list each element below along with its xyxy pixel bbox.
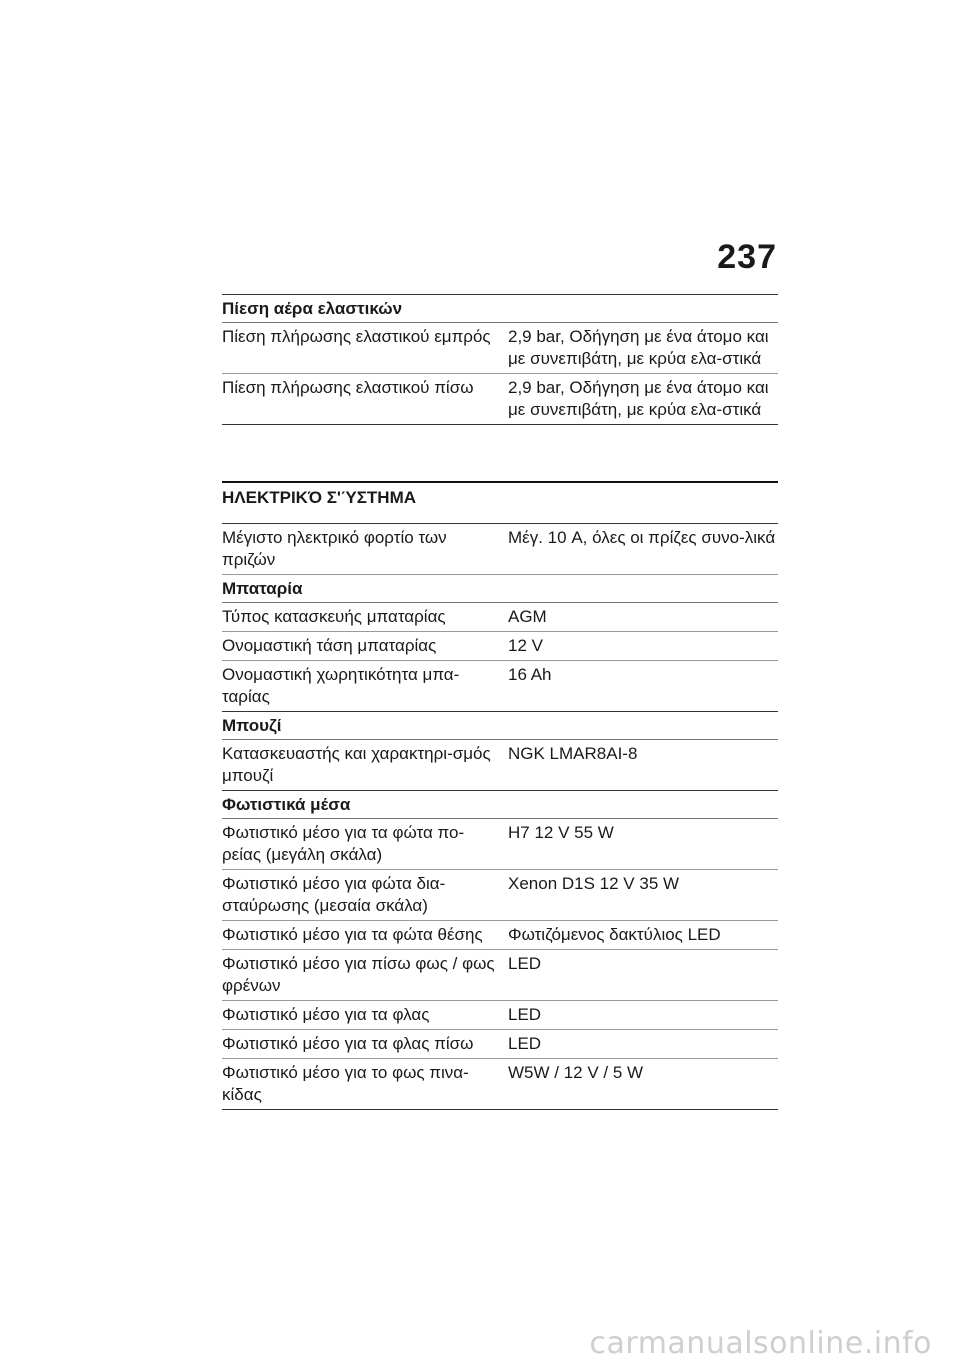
table-row <box>222 523 778 575</box>
row-label: Ονομαστική χωρητικότητα μπα-ταρίας <box>222 665 460 706</box>
row-value: 12 V <box>508 636 543 655</box>
row-value: NGK LMAR8AI-8 <box>508 744 638 763</box>
row-label: Φωτιστικό μέσο για το φως πινα-κίδας <box>222 1063 469 1104</box>
table-row <box>222 603 778 632</box>
table-row <box>222 1059 778 1110</box>
row-value: Xenon D1S 12 V 35 W <box>508 874 680 893</box>
row-value: Μέγ. 10 A, όλες οι πρίζες συνο-λικά <box>508 528 776 547</box>
watermark: carmanualsonline.info <box>589 1326 932 1361</box>
lighting-heading: Φωτιστικά μέσα <box>222 791 778 819</box>
section-title: ΗΛΕΚΤΡΙΚΌ Σ'ΎΣΤΗΜΑ <box>222 488 417 507</box>
table-row <box>222 921 778 950</box>
row-value: 2,9 bar, Οδήγηση με ένα άτομο και με συνεπιβάτη, με κρύα ελα-στικά <box>508 327 769 368</box>
page-number: 237 <box>717 238 777 276</box>
tyre-pressure-heading: Πίεση αέρα ελαστικών <box>222 295 778 323</box>
table-row <box>222 870 778 921</box>
row-value: 16 Ah <box>508 665 552 684</box>
row-label: Τύπος κατασκευής μπαταρίας <box>222 607 446 626</box>
spark-plug-heading: Μπουζί <box>222 712 778 740</box>
row-value: LED <box>508 1034 542 1053</box>
row-label: Φωτιστικό μέσο για τα φώτα θέσης <box>222 925 483 944</box>
row-label: Πίεση πλήρωσης ελαστικού πίσω <box>222 378 474 397</box>
table-row <box>222 1001 778 1030</box>
table-row <box>222 632 778 661</box>
row-label: Μέγιστο ηλεκτρικό φορτίο των πριζών <box>222 528 447 569</box>
row-label: Φωτιστικό μέσο για φώτα δια-σταύρωσης (μεσαία σκάλα) <box>222 874 446 915</box>
row-label: Φωτιστικό μέσο για πίσω φως / φως φρένων <box>222 954 495 995</box>
row-value: LED <box>508 1005 542 1024</box>
table-row <box>222 661 778 712</box>
row-value: Φωτιζόμενος δακτύλιος LED <box>508 925 721 944</box>
table-row <box>222 740 778 791</box>
row-label: Φωτιστικό μέσο για τα φώτα πο-ρείας (μεγάλη σκάλα) <box>222 823 465 864</box>
row-label: Φωτιστικό μέσο για τα φλας <box>222 1005 430 1024</box>
battery-heading: Μπαταρία <box>222 575 778 603</box>
row-value: W5W / 12 V / 5 W <box>508 1063 644 1082</box>
row-label: Πίεση πλήρωσης ελαστικού εμπρός <box>222 327 491 346</box>
row-value: 2,9 bar, Οδήγηση με ένα άτομο και με συνεπιβάτη, με κρύα ελα-στικά <box>508 378 769 419</box>
row-label: Ονομαστική τάση μπαταρίας <box>222 636 437 655</box>
table-row <box>222 819 778 870</box>
table-row <box>222 950 778 1001</box>
table-row <box>222 374 778 425</box>
row-label: Φωτιστικό μέσο για τα φλας πίσω <box>222 1034 474 1053</box>
row-label: Κατασκευαστής και χαρακτηρι-σμός μπουζί <box>222 744 491 785</box>
table-row <box>222 1030 778 1059</box>
row-value: LED <box>508 954 542 973</box>
row-value: AGM <box>508 607 547 626</box>
table-row <box>222 323 778 374</box>
tyre-pressure-table <box>222 294 778 425</box>
electrical-system-section <box>222 481 778 1110</box>
row-value: H7 12 V 55 W <box>508 823 614 842</box>
